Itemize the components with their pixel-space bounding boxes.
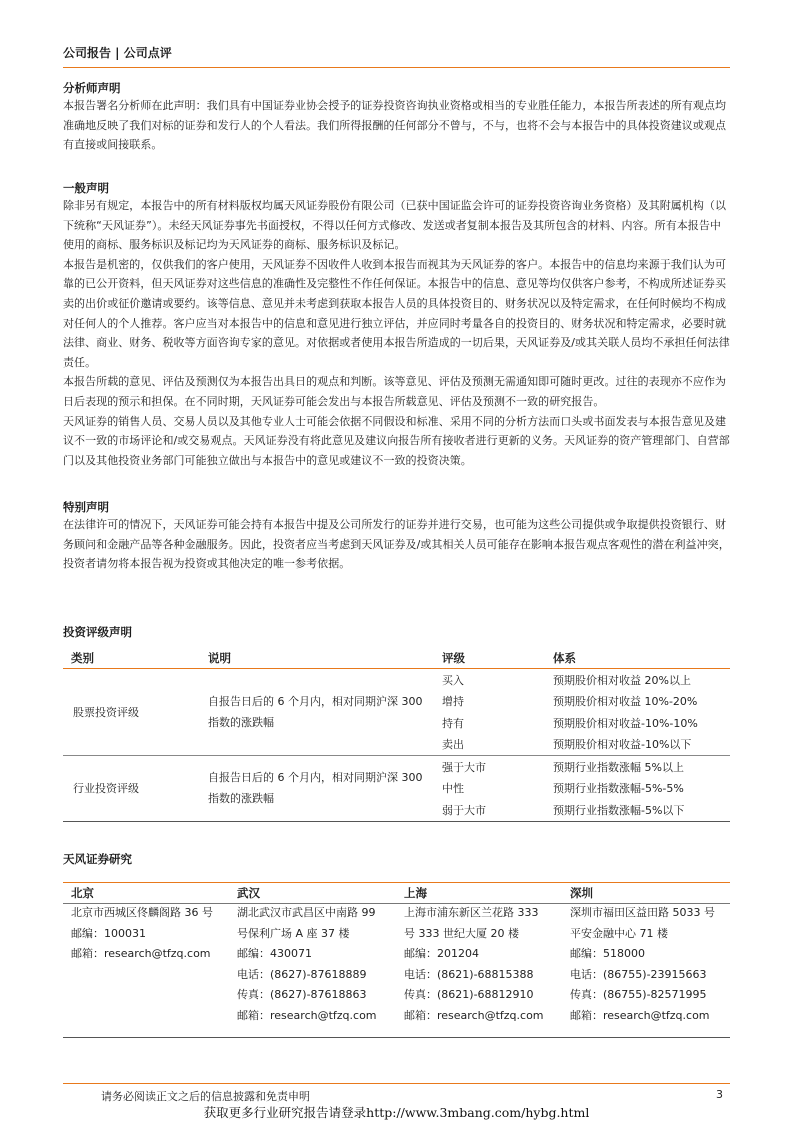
rating-statement-title: 投资评级声明 xyxy=(63,625,132,639)
rating-value: 卖出 xyxy=(434,734,545,756)
rating-system: 预期行业指数涨幅 5%以上 xyxy=(553,760,684,774)
office-address-line: 上海市浦东新区兰花路 333 xyxy=(404,906,539,919)
analyst-statement-title: 分析师声明 xyxy=(63,81,121,95)
table-row xyxy=(63,756,730,778)
office-address-line: 深圳市福田区益田路 5033 号 xyxy=(570,906,715,919)
office-name: 北京 xyxy=(71,886,94,900)
rating-value: 中性 xyxy=(442,782,464,796)
page-number: 3 xyxy=(716,1088,723,1101)
rating-value: 持有 xyxy=(442,716,464,730)
stock-rating-description: 自报告日后的 6 个月内，相对同期沪深 300 指数的涨跌幅 xyxy=(200,669,434,756)
header-rating: 评级 xyxy=(434,648,545,669)
office-address-line: 北京市西城区佟麟阁路 36 号 xyxy=(71,906,213,919)
table-row xyxy=(63,669,730,691)
page-header: 公司报告 | 公司点评 xyxy=(63,44,730,68)
header-category: 类别 xyxy=(63,648,200,669)
rating-system: 预期股价相对收益-10%以下 xyxy=(545,734,730,756)
office-address-line: 湖北武汉市武昌区中南路 99 xyxy=(237,906,376,919)
office-beijing xyxy=(63,883,229,965)
general-statement-paragraph-4: 天风证券的销售人员、交易人员以及其他专业人士可能会依据不同假设和标准、采用不同的分析方法而口头或书面发表与本报告意见及建议不一致的市场评论和/或交易观点。天风证券没有将此意见及建议向报告所有接收者进行更新的义务。天风证券的资产管理部门、自营部门以及其他投资业务部门可能独立做出与本报告中的意见或建议不一致的投资决策。 xyxy=(63,414,730,467)
rating-value: 强于大市 xyxy=(442,760,486,774)
office-email: 邮箱：research@tfzq.com xyxy=(570,1008,710,1022)
general-statement-paragraph-1: 除非另有规定，本报告中的所有材料版权均属天风证券股份有限公司（已获中国证监会许可的证券投资咨询业务资格）及其附属机构（以下统称“天风证券”）。未经天风证券事先书面授权，不得以任何方式修改、发送或者复制本报告及其所包含的材料、内容。所有本报告中使用的商标、服务标识及标记均为天风证券的商标、服务标识及标记。 xyxy=(63,199,726,252)
office-email: 邮箱：research@tfzq.com xyxy=(404,1008,544,1022)
office-email: 邮箱：research@tfzq.com xyxy=(237,1008,377,1022)
office-address-line: 号 333 世纪大厦 20 楼 xyxy=(404,926,519,940)
rating-table xyxy=(63,648,730,822)
offices-bottom-rule xyxy=(63,1037,730,1038)
rating-system: 预期股价相对收益 10%-20% xyxy=(553,695,698,709)
office-address-line: 平安金融中心 71 楼 xyxy=(570,926,668,940)
office-phone: 电话：(86755)-23915663 xyxy=(570,967,707,981)
header-description: 说明 xyxy=(200,648,434,669)
general-statement-paragraph-2: 本报告是机密的，仅供我们的客户使用，天风证券不因收件人收到本报告而视其为天风证券的客户。本报告中的信息均来源于我们认为可靠的已公开资料，但天风证券对这些信息的准确性及完整性不作任何保证。本报告中的信息、意见等均仅供客户参考，不构成所述证券买卖的出价或征价邀请或要约。该等信息、意见并未考虑到获取本报告人员的具体投资目的、财务状况以及特定需求，在任何时候均不构成对任何人的个人推荐。客户应当对本报告中的信息和意见进行独立评估，并应同时考量各自的投资目的、财务状况和特定需求，必要时就法律、商业、财务、税收等方面咨询专家的意见。对依据或者使用本报告所造成的一切后果，天风证券及/或其关联人员均不承担任何法律责任。 xyxy=(63,257,730,369)
rating-value: 弱于大市 xyxy=(434,799,545,821)
office-email: 邮箱：research@tfzq.com xyxy=(71,947,211,961)
industry-rating-description: 自报告日后的 6 个月内，相对同期沪深 300 指数的涨跌幅 xyxy=(200,756,434,822)
office-fax: 传真：(8621)-68812910 xyxy=(404,988,534,1002)
general-statement-paragraph-3: 本报告所载的意见、评估及预测仅为本报告出具日的观点和判断。该等意见、评估及预测无需通知即可随时更改。过往的表现亦不应作为日后表现的预示和担保。在不同时期，天风证券可能会发出与本报告所载意见、评估及预测不一致的研究报告。 xyxy=(63,375,726,408)
special-statement-section xyxy=(63,499,730,574)
office-postcode: 邮编：201204 xyxy=(404,947,479,961)
rating-system: 预期行业指数涨幅-5%以下 xyxy=(545,799,730,821)
industry-rating-category: 行业投资评级 xyxy=(63,756,200,822)
office-shanghai xyxy=(396,883,562,1027)
office-phone: 电话：(8621)-68815388 xyxy=(404,967,534,981)
general-statement-section xyxy=(63,180,730,470)
stock-rating-category: 股票投资评级 xyxy=(63,669,200,756)
office-shenzhen xyxy=(562,883,730,1027)
rating-system: 预期行业指数涨幅-5%-5% xyxy=(553,782,684,796)
rating-value: 增持 xyxy=(442,695,464,709)
rating-system: 预期股价相对收益-10%-10% xyxy=(553,716,698,730)
general-statement-title: 一般声明 xyxy=(63,181,109,195)
office-postcode: 邮编：518000 xyxy=(570,947,645,961)
office-name: 深圳 xyxy=(570,886,593,900)
rating-value: 买入 xyxy=(442,673,464,687)
header-system: 体系 xyxy=(545,648,730,669)
rating-system: 预期股价相对收益 20%以上 xyxy=(553,673,691,687)
rating-table-header-row xyxy=(63,648,730,669)
office-address-line: 号保利广场 A 座 37 楼 xyxy=(237,926,350,940)
office-name: 武汉 xyxy=(237,886,260,900)
office-name: 上海 xyxy=(404,886,427,900)
analyst-statement-paragraph: 本报告署名分析师在此声明：我们具有中国证券业协会授予的证券投资咨询执业资格或相当的专业胜任能力，本报告所表述的所有观点均准确地反映了我们对标的证券和发行人的个人看法。我们所得报酬的任何部分不曾与，不与，也将不会与本报告中的具体投资建议或观点有直接或间接联系。 xyxy=(63,99,726,152)
office-phone: 电话：(8627)-87618889 xyxy=(237,967,367,981)
office-postcode: 邮编：100031 xyxy=(71,926,146,940)
office-wuhan xyxy=(229,883,396,1027)
offices-table xyxy=(63,882,730,1022)
special-statement-title: 特别声明 xyxy=(63,500,109,514)
office-fax: 传真：(8627)-87618863 xyxy=(237,988,367,1002)
footer-disclaimer: 请务必阅读正文之后的信息披露和免责申明 xyxy=(101,1090,310,1103)
special-statement-paragraph: 在法律许可的情况下，天风证券可能会持有本报告中提及公司所发行的证券并进行交易，也可能为这些公司提供或争取提供投资银行、财务顾问和金融产品等各种金融服务。因此，投资者应当考虑到天风证券及/或其相关人员可能存在影响本报告观点客观性的潜在利益冲突，投资者请勿将本报告视为投资或其他决定的唯一参考依据。 xyxy=(63,518,730,571)
analyst-statement-section xyxy=(63,80,730,155)
footer-divider xyxy=(63,1083,730,1084)
office-postcode: 邮编：430071 xyxy=(237,947,312,961)
office-fax: 传真：(86755)-82571995 xyxy=(570,988,707,1002)
tf-research-title: 天风证券研究 xyxy=(63,852,132,866)
footer-promo-link[interactable]: 获取更多行业研究报告请登录http://www.3mbang.com/hybg.html xyxy=(203,1105,590,1120)
